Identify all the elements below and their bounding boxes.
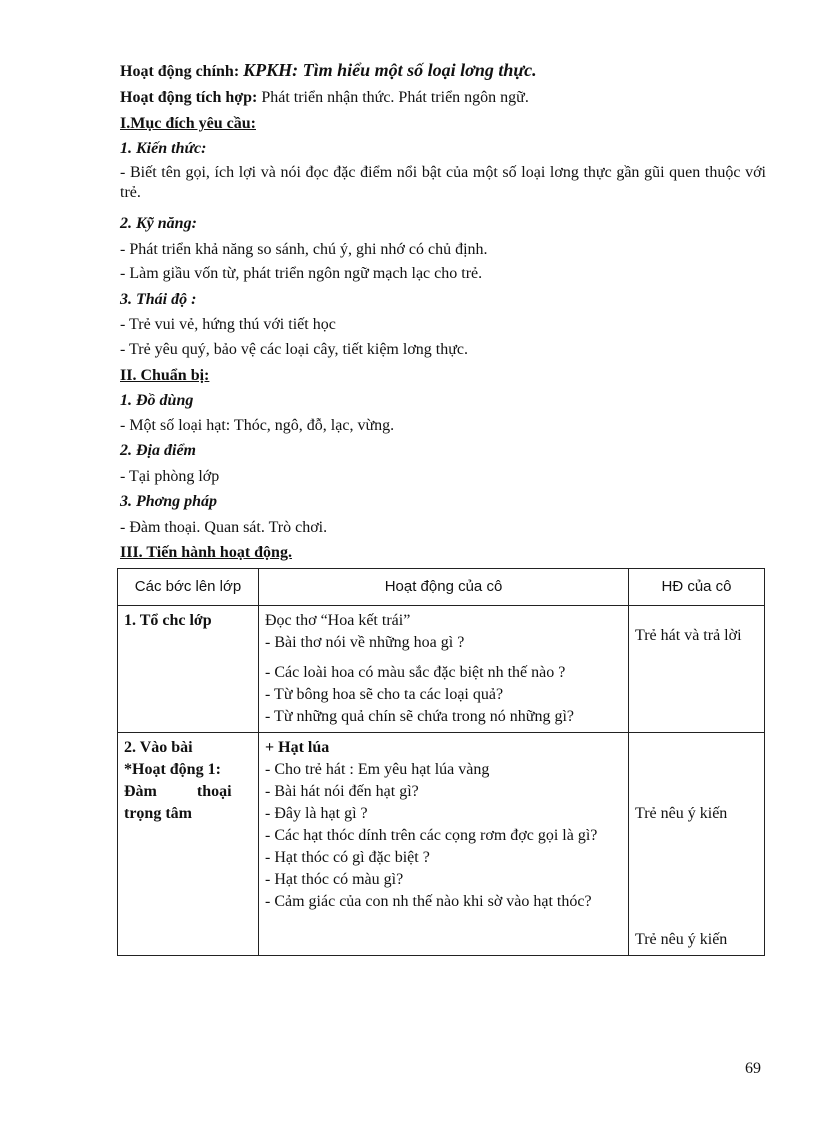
row1-activity-1: Đọc thơ “Hoa kết trái”: [265, 612, 411, 629]
tools-title: 1. Đồ dùng: [120, 392, 194, 409]
attitude-title: 3. Thái độ :: [120, 291, 197, 308]
row2-activity-3: - Đây là hạt gì ?: [265, 805, 368, 822]
row1-step: 1. Tổ chc lớp: [118, 606, 259, 733]
row1-activities: [259, 606, 629, 733]
row2-response-1: Trẻ nêu ý kiến: [635, 805, 728, 822]
section3-title: III. Tiến hành hoạt động.: [120, 544, 292, 561]
section1-title: I.Mục đích yêu cầu:: [120, 115, 256, 132]
row2-activity-5: - Hạt thóc có gì đặc biệt ?: [265, 849, 430, 866]
row2-activity-2: - Bài hát nói đến hạt gì?: [265, 783, 419, 800]
attitude-line-2: - Trẻ yêu quý, bảo vệ các loại cây, tiết kiệm lơng thực.: [120, 341, 468, 358]
row2-activity-7: - Cảm giác của con nh thế nào khi sờ vào hạt thóc?: [265, 893, 592, 910]
header-teacher-activity: Hoạt động của cô: [259, 569, 629, 606]
row2-step: [118, 733, 259, 956]
row2-response: [629, 733, 765, 956]
skills-line-1: - Phát triển khả năng so sánh, chú ý, ghi nhớ có chủ định.: [120, 241, 488, 258]
method-title: 3. Phơng pháp: [120, 493, 218, 510]
knowledge-text: - Biết tên gọi, ích lợi và nói đọc đặc điểm nổi bật của một số loại lơng thực gần gũi quen thuộc với trẻ.: [120, 164, 766, 201]
row2-step-line-3: Đàm thoại: [124, 783, 232, 800]
row1-response-text: Trẻ hát và trả lời: [635, 627, 742, 644]
row1-activity-3: - Các loài hoa có màu sắc đặc biệt nh thế nào ?: [265, 664, 566, 681]
table-row: [118, 733, 765, 956]
skills-line-2: - Làm giầu vốn từ, phát triển ngôn ngữ mạch lạc cho trẻ.: [120, 265, 483, 282]
row2-activity-6: - Hạt thóc có màu gì?: [265, 871, 404, 888]
row2-step-line-2: *Hoạt động 1:: [124, 761, 221, 778]
row2-response-2: Trẻ nêu ý kiến: [635, 931, 728, 948]
main-activity-label: Hoạt động chính: [120, 63, 234, 80]
table-header-row: [118, 569, 765, 606]
section2-title: II. Chuẩn bị:: [120, 367, 210, 384]
row2-step-line-1: 2. Vào bài: [124, 739, 193, 756]
integrated-activity-label: Hoạt động tích hợp: [120, 89, 252, 106]
row1-response: [629, 606, 765, 733]
tools-text: - Một số loại hạt: Thóc, ngô, đỗ, lạc, vừng.: [120, 417, 395, 434]
header-response: HĐ của cô: [629, 569, 765, 606]
row2-activities: [259, 733, 629, 956]
attitude-line-1: - Trẻ vui vẻ, hứng thú với tiết học: [120, 316, 336, 333]
lesson-plan-table: [117, 568, 765, 956]
integrated-activity-value: Phát triển nhận thức. Phát triển ngôn ngữ.: [261, 89, 529, 106]
row1-activity-4: - Từ bông hoa sẽ cho ta các loại quả?: [265, 686, 504, 703]
integrated-activity-line: Hoạt động tích hợp: Phát triển nhận thức. Phát triển ngôn ngữ.: [120, 89, 529, 106]
row2-activity-4: - Các hạt thóc dính trên các cọng rơm đợc gọi là gì?: [265, 827, 598, 844]
row1-activity-5: - Từ những quả chín sẽ chứa trong nó những gì?: [265, 708, 574, 725]
row1-activity-2: - Bài thơ nói về những hoa gì ?: [265, 634, 465, 651]
header-steps: Các bớc lên lớp: [118, 569, 259, 606]
row2-activity-1: - Cho trẻ hát : Em yêu hạt lúa vàng: [265, 761, 490, 778]
knowledge-title: 1. Kiến thức:: [120, 140, 207, 157]
page-number: 69: [745, 1060, 761, 1077]
place-text: - Tại phòng lớp: [120, 468, 220, 485]
place-title: 2. Địa điểm: [120, 442, 196, 459]
row2-step-line-4: trọng tâm: [124, 805, 192, 822]
row2-activity-heading: + Hạt lúa: [265, 739, 330, 756]
skills-title: 2. Kỹ năng:: [120, 215, 197, 232]
table-row: [118, 606, 765, 733]
main-activity-line: Hoạt động chính: KPKH: Tìm hiểu một số loại lơng thực.: [120, 60, 537, 80]
main-activity-value: KPKH: Tìm hiểu một số loại lơng thực.: [243, 60, 537, 80]
method-text: - Đàm thoại. Quan sát. Trò chơi.: [120, 519, 328, 536]
